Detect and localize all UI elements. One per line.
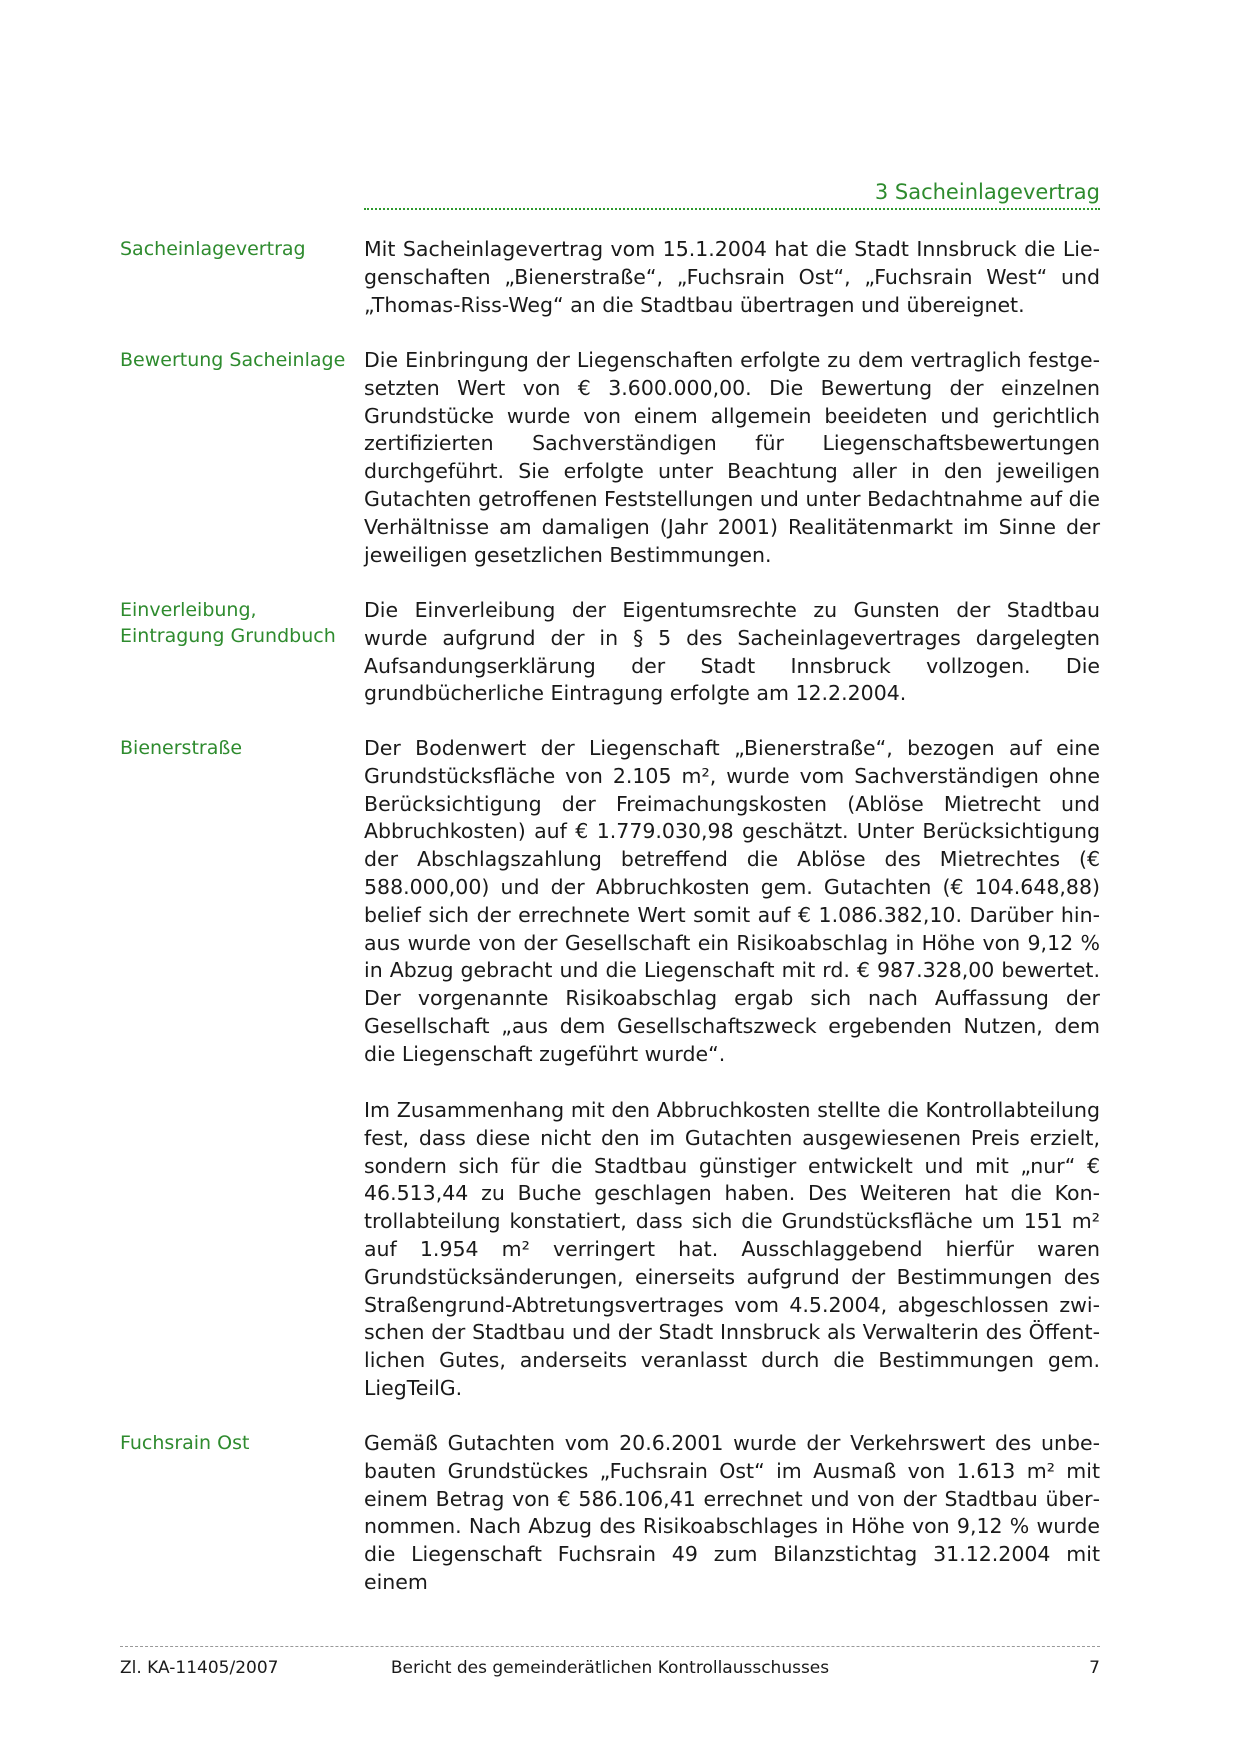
paragraph: Die Einbringung der Liegenschaften erfolgte zu dem vertraglich festgesetzten Wert von € 3.600.000,00. Die Bewertung der einzelnen Grundstücke wurde von einem allgemein beeideten und gerichtlich zertifizierten Sachverständigen für Liegenschaftsbewertungen durchgeführt. Sie erfolgte unter Beachtung aller in den jeweiligen Gutachten getroffenen Feststellungen und unter Bedachtnahme auf die Verhältnisse am damaligen (Jahr 2001) Realitätenmarkt im Sinne der jeweiligen gesetzlichen Bestimmungen.	[364, 348, 1100, 567]
paragraph: Im Zusammenhang mit den Abbruchkosten stellte die Kontrollabteilung fest, dass diese nicht den im Gutachten ausgewiesenen Preis erzielt, sondern sich für die Stadtbau günstiger entwickelt und mit „nur“ € 46.513,44 zu Buche geschlagen haben. Des Weiteren hat die Kontrollabteilung konstatiert, dass sich die Grundstücksfläche um 151 m² auf 1.954 m² verringert hat. Ausschlaggebend hierfür waren Grundstücksänderungen, einerseits aufgrund der Bestimmungen des Straßengrund-Abtretungsvertrages vom 4.5.2004, abgeschlossen zwischen der Stadtbau und der Stadt Innsbruck als Verwalterin des Öffentlichen Gutes, anderseits veranlasst durch die Bestimmungen gem. LiegTeilG.	[364, 1098, 1100, 1400]
report-title: Bericht des gemeinderätlichen Kontrollausschusses	[390, 1658, 830, 1678]
margin-label	[120, 597, 350, 649]
paragraph: Mit Sacheinlagevertrag vom 15.1.2004 hat die Stadt Innsbruck die Liegenschaften „Bienerstraße“, „Fuchsrain Ost“, „Fuchsrain West“ und „Thomas-Riss-Weg“ an die Stadtbau übertragen und übereignet.	[364, 237, 1100, 317]
margin-label-line: Bewertung Sacheinlage	[120, 349, 346, 371]
chapter-title: 3 Sacheinlagevertrag	[874, 180, 1100, 204]
margin-label-line: Bienerstraße	[120, 737, 243, 759]
page-footer	[120, 1646, 1100, 1678]
margin-label-line: Sacheinlagevertrag	[120, 238, 306, 260]
document-reference: Zl. KA-11405/2007	[120, 1658, 279, 1678]
margin-label	[120, 1430, 350, 1456]
margin-label-line: Einverleibung,	[120, 599, 257, 621]
margin-label-line: Fuchsrain Ost	[120, 1432, 250, 1454]
paragraph: Die Einverleibung der Eigentumsrechte zu Gunsten der Stadtbau wurde aufgrund der in § 5 des Sacheinlagevertrages dargelegten Aufsandungserklärung der Stadt Innsbruck vollzogen. Die grundbücherliche Eintragung erfolgte am 12.2.2004.	[364, 598, 1100, 706]
page-number: 7	[1089, 1658, 1100, 1678]
margin-label	[120, 236, 350, 262]
margin-label	[120, 735, 350, 761]
page-header	[364, 178, 1100, 210]
margin-label	[120, 347, 350, 373]
margin-label-line: Eintragung Grundbuch	[120, 625, 336, 647]
paragraph: Gemäß Gutachten vom 20.6.2001 wurde der Verkehrswert des unbebauten Grundstückes „Fuchsrain Ost“ im Ausmaß von 1.613 m² mit einem Betrag von € 586.106,41 errechnet und von der Stadtbau übernommen. Nach Abzug des Risikoabschlages in Höhe von 9,12 % wurde die Liegenschaft Fuchsrain 49 zum Bilanzstichtag 31.12.2004 mit einem	[364, 1431, 1100, 1594]
paragraph: Der Bodenwert der Liegenschaft „Bienerstraße“, bezogen auf eine Grundstücksfläche von 2.105 m², wurde vom Sachverständigen ohne Berücksichtigung der Freimachungskosten (Ablöse Mietrecht und Abbruchkosten) auf € 1.779.030,98 geschätzt. Unter Berücksichtigung der Abschlagszahlung betreffend die Ablöse des Mietrechtes (€ 588.000,00) und der Abbruchkosten gem. Gutachten (€ 104.648,88) belief sich der errechnete Wert somit auf € 1.086.382,10. Darüber hinaus wurde von der Gesellschaft ein Risikoabschlag in Höhe von 9,12 % in Abzug gebracht und die Liegenschaft mit rd. € 987.328,00 bewertet. Der vorgenannte Risikoabschlag ergab sich nach Auffassung der Gesellschaft „aus dem Gesellschaftszweck ergebenden Nutzen, dem die Liegenschaft zugeführt wurde“.	[364, 736, 1100, 1066]
